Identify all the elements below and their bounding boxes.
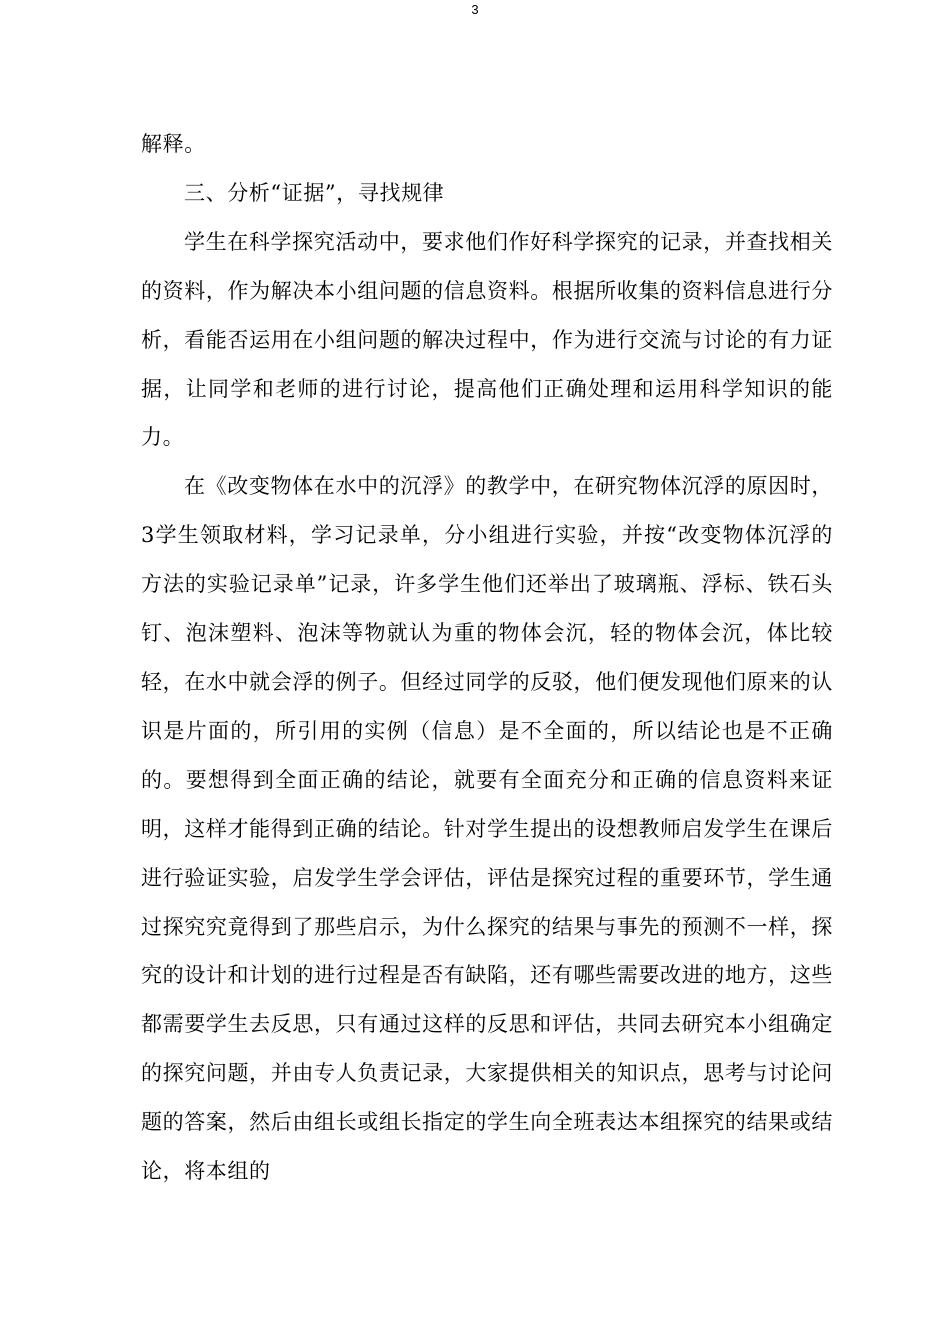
page-number: 3 — [471, 2, 479, 17]
paragraph-teaching-example: 在《改变物体在水中的沉浮》的教学中，在研究物体沉浮的原因时，3学生领取材料，学习记录单，分小组进行实验，并按“改变物体沉浮的方法的实验记录单”记录，许多学生他们还举出了玻璃瓶、浮标、铁石头钉、泡沫塑料、泡沫等物就认为重的物体会沉，轻的物体会沉，体比较轻，在水中就会浮的例子。但经过同学的反驳，他们便发现他们原来的认识是片面的，所引用的实例（信息）是不全面的，所以结论也是不正确的。要想得到全面正确的结论，就要有全面充分和正确的信息资料来证明，这样才能得到正确的结论。针对学生提出的设想教师启发学生在课后进行验证实验，启发学生学会评估，评估是探究过程的重要环节，学生通过探究究竟得到了那些启示，为什么探究的结果与事先的预测不一样，探究的设计和计划的进行过程是否有缺陷，还有哪些需要改进的地方，这些都需要学生去反思，只有通过这样的反思和评估，共同去研究本小组确定的探究问题，并由专人负责记录，大家提供相关的知识点，思考与讨论问题的答案，然后由组长或组长指定的学生向全班表达本组探究的结果或结论，将本组的 — [141, 474, 833, 1184]
paragraph-continuation: 解释。 — [141, 132, 206, 156]
paragraph-evidence-analysis: 学生在科学探究活动中，要求他们作好科学探究的记录，并查找相关的资料，作为解决本小组问题的信息资料。根据所收集的资料信息进行分析，看能否运用在小组问题的解决过程中，作为进行交流与讨论的有力证据，让同学和老师的进行讨论，提高他们正确处理和运用科学知识的能力。 — [141, 229, 833, 450]
section-heading: 三、分析“证据”，寻找规律 — [184, 180, 445, 205]
document-body — [141, 120, 833, 1196]
